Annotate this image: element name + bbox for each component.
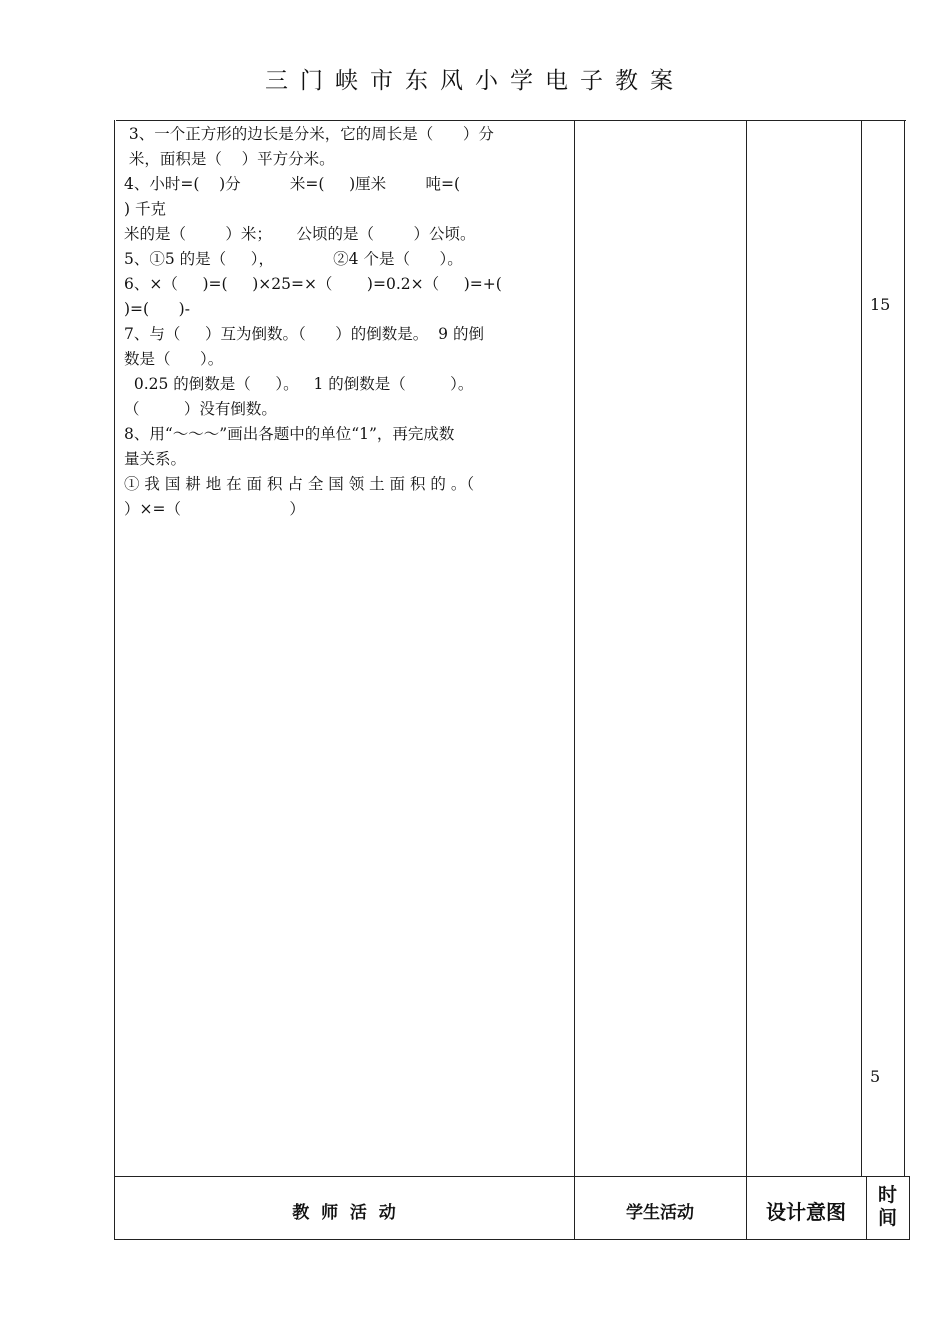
- footer-teacher-activity: 教 师 活 动: [292, 1203, 396, 1223]
- content-line: 4、小时=( )分 米=( )厘米 吨=(: [124, 175, 461, 193]
- page-title: 三门峡市东风小学电子教案: [265, 68, 685, 94]
- content-line: 米，面积是（ ）平方分米。: [124, 150, 335, 168]
- content-line: )=( )-: [124, 300, 190, 318]
- footer-design-intent: 设计意图: [766, 1200, 846, 1224]
- table-bottom-border: [114, 1239, 910, 1240]
- content-line: ① 我 国 耕 地 在 面 积 占 全 国 领 土 面 积 的 。（: [124, 475, 475, 493]
- content-line: 7、与（ ）互为倒数。（ ）的倒数是。 9 的倒: [124, 325, 484, 343]
- content-line: 8、用“～～～”画出各题中的单位“1”，再完成数: [124, 425, 455, 443]
- footer-top-border: [114, 1176, 910, 1177]
- col-divider-1: [574, 120, 575, 1240]
- content-line: （ ）没有倒数。: [124, 400, 277, 418]
- footer-student-activity: 学生活动: [626, 1203, 694, 1223]
- time-value-2: 5: [870, 1067, 881, 1086]
- right-border-upper: [904, 120, 905, 1177]
- content-line: 数是（ ）。: [124, 350, 224, 368]
- teacher-activity-content: [124, 122, 570, 522]
- content-line: 0.25 的倒数是（ ）。 1 的倒数是（ ）。: [124, 375, 474, 393]
- content-line: 米的是（ ）米； 公顷的是（ ）公顷。: [124, 225, 476, 243]
- left-border: [114, 120, 115, 1240]
- col-divider-2: [746, 120, 747, 1240]
- footer-time: [866, 1184, 909, 1230]
- content-line: 量关系。: [124, 450, 187, 468]
- content-line: 6、×（ )=( )×25=×（ )=0.2×（ )=+(: [124, 275, 502, 293]
- footer-time-line2: 间: [877, 1207, 897, 1229]
- time-value-1: 15: [870, 295, 891, 314]
- content-line: ) 千克: [124, 200, 166, 218]
- content-line: ）×=（ ）: [124, 500, 305, 518]
- col-divider-3-upper: [861, 120, 862, 1177]
- content-line: 3、一个正方形的边长是分米，它的周长是（ ）分: [124, 125, 494, 143]
- content-line: 5、①5 的是（ ）， ②4 个是（ ）。: [124, 250, 463, 268]
- right-border-lower: [909, 1176, 910, 1240]
- table-top-border: [116, 120, 906, 121]
- footer-time-line1: 时: [877, 1184, 897, 1206]
